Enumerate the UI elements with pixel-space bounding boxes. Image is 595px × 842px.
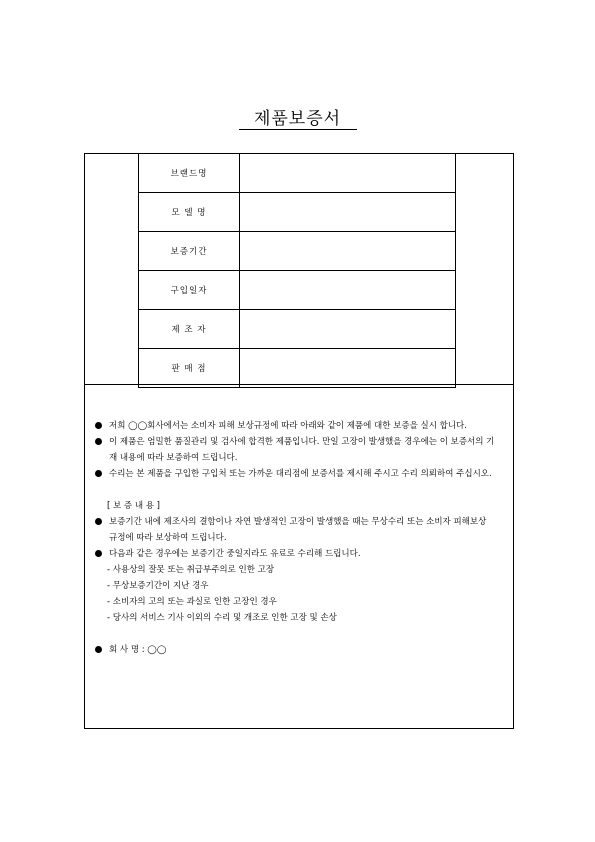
table-row [139,232,456,271]
bullet-icon [95,518,102,525]
manufacturer-field[interactable] [240,310,456,349]
section-item [95,546,495,562]
warranty-frame [84,153,514,729]
section-heading: [ 보 증 내 용 ] [107,501,160,511]
brand-label: 브랜드명 [139,154,240,193]
terms-paragraph [95,466,495,482]
brand-field[interactable] [240,154,456,193]
table-row [139,193,456,232]
section-item-text: 보증기간 내에 제조사의 결함이나 자연 발생적인 고장이 발생했을 때는 무상수리 또는 소비자 피해보상 규정에 따라 보상하여 드립니다. [109,517,487,543]
purchase-date-field[interactable] [240,271,456,310]
section-item [95,514,495,546]
section-divider [85,384,513,385]
info-table [138,153,456,388]
table-row [139,271,456,310]
document-title: 제품보증서 [253,109,342,129]
exception-item: - 무상보증기간이 지난 경우 [107,581,209,591]
exception-item: - 당사의 서비스 기사 이외의 수리 및 개조로 인한 고장 및 손상 [107,613,337,623]
bullet-icon [95,470,102,477]
warranty-terms [95,418,495,658]
model-field[interactable] [240,193,456,232]
purchase-date-label: 구입일자 [139,271,240,310]
store-label: 판 매 점 [139,349,240,388]
bullet-icon [95,550,102,557]
warranty-period-label: 보증기간 [139,232,240,271]
company-line [95,642,495,658]
company-name: 회 사 명 : ◯◯ [109,645,167,655]
terms-paragraph [95,434,495,466]
terms-paragraph [95,418,495,434]
paragraph-text: 수리는 본 제품을 구입한 구입처 또는 가까운 대리점에 보증서를 제시해 주시고 수리 의뢰하여 주십시오. [109,469,492,479]
title-underline [239,129,357,130]
paragraph-text: 이 제품은 엄밀한 품질관리 및 검사에 합격한 제품입니다. 만일 고장이 발생했을 경우에는 이 보증서의 기재 내용에 따라 보증하여 드립니다. [109,437,495,463]
model-label: 모 델 명 [139,193,240,232]
bullet-icon [95,438,102,445]
manufacturer-label: 제 조 자 [139,310,240,349]
warranty-period-field[interactable] [240,232,456,271]
store-field[interactable] [240,349,456,388]
bullet-icon [95,646,102,653]
table-row [139,154,456,193]
exception-item: - 소비자의 고의 또는 과실로 인한 고장인 경우 [107,597,277,607]
table-row [139,310,456,349]
table-row [139,349,456,388]
paragraph-text: 저희 ◯◯회사에서는 소비자 피해 보상규정에 따라 아래와 같이 제품에 대한 보증을 실시 합니다. [109,421,467,431]
section-item-text: 다음과 같은 경우에는 보증기간 중일지라도 유료로 수리해 드립니다. [109,549,361,559]
bullet-icon [95,422,102,429]
exception-item: - 사용상의 잘못 또는 취급부주의로 인한 고장 [107,565,275,575]
